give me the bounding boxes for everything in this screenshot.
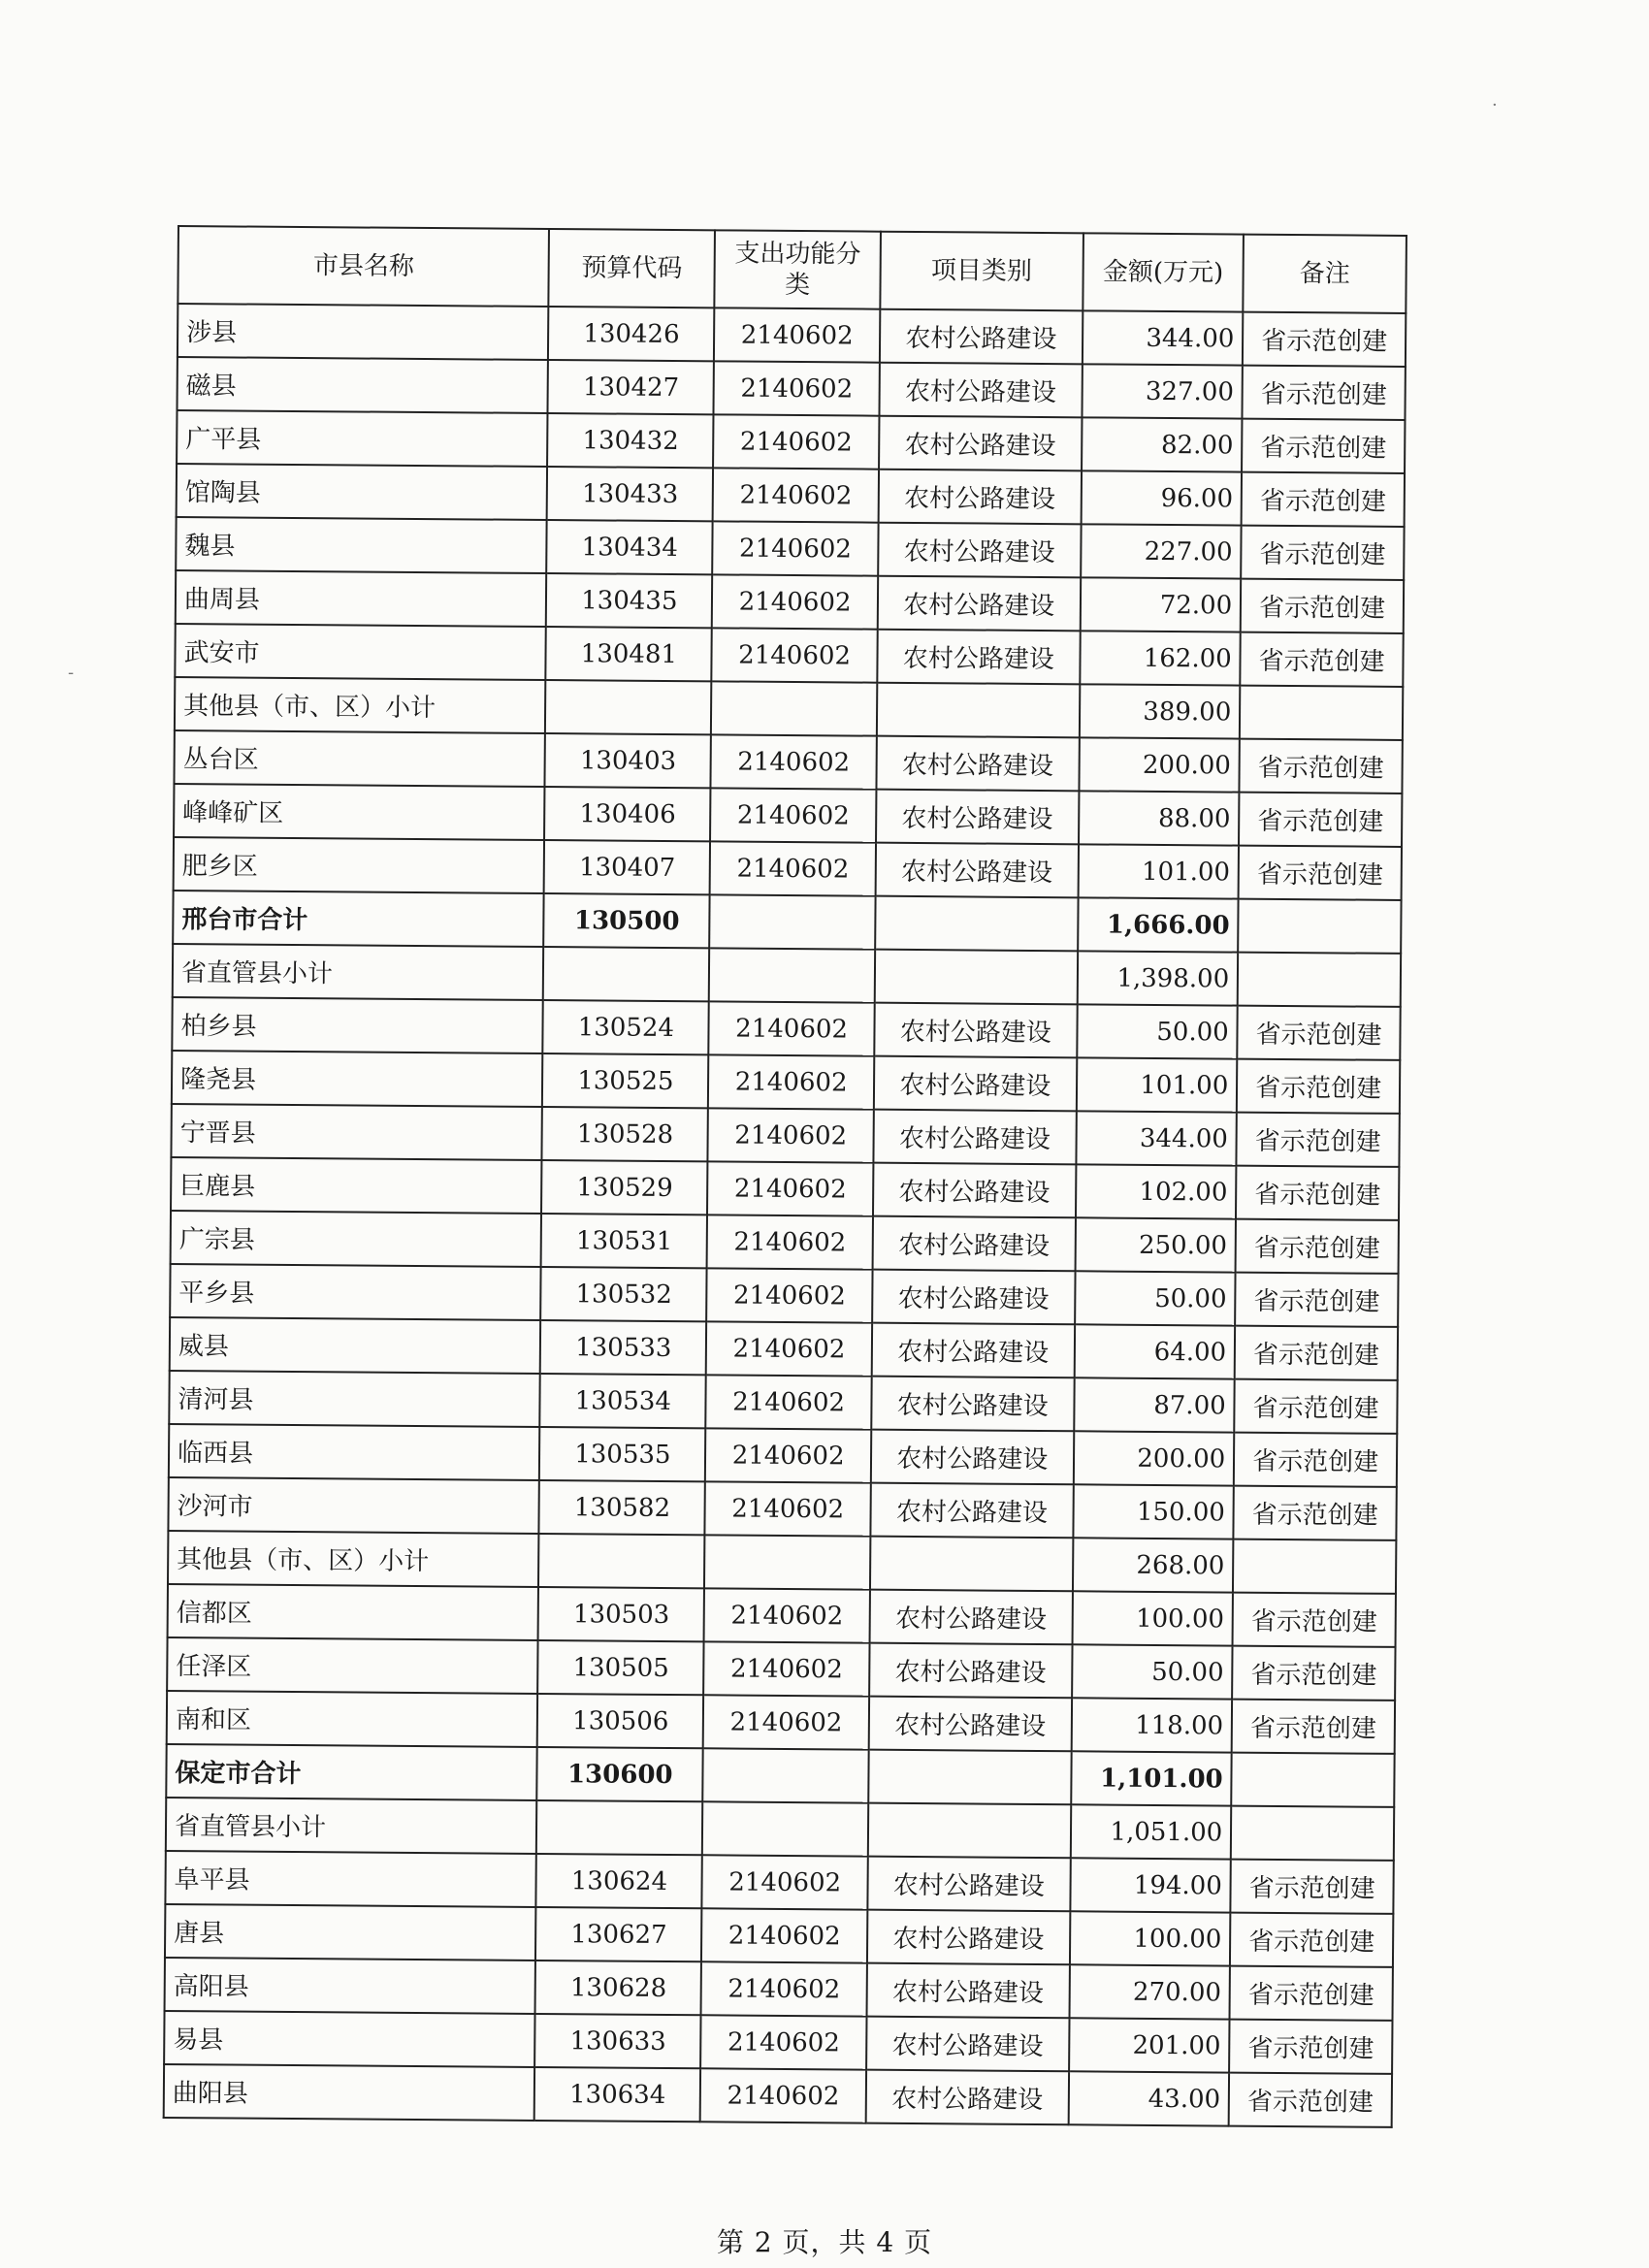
cell-county-name: 魏县 bbox=[176, 517, 547, 573]
cell-budget-code: 130427 bbox=[548, 360, 714, 414]
cell-note: 省示范创建 bbox=[1232, 1700, 1395, 1754]
cell-project-type: 农村公路建设 bbox=[871, 1430, 1074, 1485]
header-note: 备注 bbox=[1244, 235, 1406, 313]
cell-budget-code: 130633 bbox=[535, 2014, 701, 2068]
cell-note: 省示范创建 bbox=[1235, 1379, 1398, 1434]
table-row bbox=[165, 1851, 1393, 1914]
cell-function-class: 2140602 bbox=[700, 2068, 866, 2122]
cell-note: 省示范创建 bbox=[1235, 1273, 1398, 1327]
cell-note bbox=[1238, 953, 1401, 1007]
cell-note: 省示范创建 bbox=[1242, 472, 1405, 527]
cell-function-class: 2140602 bbox=[707, 1161, 873, 1215]
cell-county-name: 临西县 bbox=[169, 1424, 540, 1480]
cell-function-class: 2140602 bbox=[714, 361, 880, 415]
cell-county-name: 柏乡县 bbox=[172, 997, 543, 1053]
table-header-row bbox=[178, 226, 1406, 313]
cell-county-name: 信都区 bbox=[168, 1584, 539, 1640]
cell-project-type bbox=[877, 683, 1080, 738]
cell-budget-code: 130534 bbox=[540, 1374, 706, 1428]
cell-project-type: 农村公路建设 bbox=[874, 1003, 1077, 1058]
table-row bbox=[169, 1371, 1397, 1434]
cell-function-class: 2140602 bbox=[710, 841, 876, 895]
cell-function-class: 2140602 bbox=[703, 1695, 869, 1749]
header-county-name: 市县名称 bbox=[178, 226, 549, 307]
cell-county-name: 省直管县小计 bbox=[166, 1798, 537, 1854]
cell-budget-code: 130506 bbox=[537, 1694, 703, 1748]
cell-function-class: 2140602 bbox=[708, 1054, 874, 1109]
cell-function-class: 2140602 bbox=[714, 308, 880, 362]
cell-function-class bbox=[709, 948, 875, 1002]
table-row bbox=[171, 1104, 1399, 1167]
cell-amount: 50.00 bbox=[1077, 1004, 1238, 1058]
cell-county-name: 其他县（市、区）小计 bbox=[175, 677, 546, 733]
cell-amount: 200.00 bbox=[1079, 737, 1240, 792]
header-project-type: 项目类别 bbox=[880, 232, 1083, 311]
cell-project-type: 农村公路建设 bbox=[872, 1270, 1075, 1325]
cell-function-class: 2140602 bbox=[703, 1641, 869, 1696]
cell-function-class bbox=[711, 681, 877, 735]
cell-budget-code: 130407 bbox=[544, 840, 710, 894]
cell-function-class bbox=[704, 1535, 870, 1589]
cell-county-name: 广平县 bbox=[177, 410, 548, 467]
table-row bbox=[167, 1691, 1395, 1754]
cell-note: 省示范创建 bbox=[1239, 846, 1402, 900]
cell-function-class bbox=[702, 1748, 868, 1802]
cell-note: 省示范创建 bbox=[1242, 419, 1405, 473]
cell-amount: 200.00 bbox=[1073, 1431, 1234, 1485]
cell-note: 省示范创建 bbox=[1231, 1860, 1394, 1914]
cell-project-type: 农村公路建设 bbox=[876, 790, 1079, 845]
cell-county-name: 清河县 bbox=[169, 1371, 540, 1427]
cell-project-type: 农村公路建设 bbox=[869, 1643, 1072, 1699]
cell-note bbox=[1238, 899, 1401, 954]
cell-project-type: 农村公路建设 bbox=[872, 1323, 1075, 1378]
cell-amount: 270.00 bbox=[1069, 1964, 1230, 2019]
cell-amount: 389.00 bbox=[1079, 684, 1240, 738]
cell-function-class: 2140602 bbox=[712, 628, 878, 682]
cell-project-type: 农村公路建设 bbox=[879, 416, 1082, 471]
cell-note bbox=[1231, 1806, 1394, 1861]
cell-note: 省示范创建 bbox=[1241, 632, 1404, 687]
cell-note: 省示范创建 bbox=[1230, 1966, 1393, 2021]
table-row bbox=[171, 1157, 1399, 1220]
cell-function-class: 2140602 bbox=[707, 1215, 873, 1269]
cell-amount: 118.00 bbox=[1071, 1698, 1232, 1752]
cell-function-class: 2140602 bbox=[702, 1855, 868, 1909]
table-row-subtotal bbox=[173, 944, 1401, 1007]
cell-county-name: 南和区 bbox=[167, 1691, 538, 1747]
table-row bbox=[174, 837, 1402, 900]
cell-amount: 1,398.00 bbox=[1077, 951, 1238, 1005]
cell-budget-code: 130628 bbox=[535, 1960, 701, 2015]
cell-amount: 100.00 bbox=[1072, 1591, 1233, 1645]
cell-budget-code: 130533 bbox=[540, 1320, 706, 1375]
cell-note: 省示范创建 bbox=[1236, 1166, 1399, 1220]
table-row bbox=[172, 1051, 1400, 1114]
cell-note: 省示范创建 bbox=[1236, 1219, 1399, 1274]
cell-county-name: 邢台市合计 bbox=[173, 891, 544, 947]
table-row bbox=[177, 464, 1405, 527]
cell-budget-code bbox=[538, 1534, 704, 1588]
cell-function-class: 2140602 bbox=[704, 1588, 870, 1642]
cell-county-name: 宁晋县 bbox=[171, 1104, 542, 1160]
cell-county-name: 省直管县小计 bbox=[173, 944, 544, 1000]
cell-county-name: 保定市合计 bbox=[166, 1744, 537, 1800]
cell-amount: 88.00 bbox=[1079, 791, 1240, 845]
cell-function-class: 2140602 bbox=[713, 468, 879, 522]
cell-amount: 72.00 bbox=[1080, 577, 1241, 632]
cell-project-type: 农村公路建设 bbox=[869, 1697, 1072, 1752]
cell-county-name: 磁县 bbox=[177, 357, 548, 413]
cell-project-type: 农村公路建设 bbox=[866, 2017, 1069, 2072]
cell-budget-code bbox=[545, 680, 711, 734]
table-row bbox=[175, 624, 1403, 687]
header-amount: 金额(万元) bbox=[1083, 233, 1244, 311]
table-row bbox=[177, 410, 1405, 473]
table-row bbox=[178, 304, 1406, 367]
scan-speck: - bbox=[68, 663, 75, 683]
cell-county-name: 馆陶县 bbox=[177, 464, 548, 520]
cell-project-type: 农村公路建设 bbox=[873, 1216, 1076, 1272]
cell-project-type: 农村公路建设 bbox=[870, 1483, 1073, 1539]
cell-county-name: 隆尧县 bbox=[172, 1051, 543, 1107]
cell-amount: 194.00 bbox=[1070, 1858, 1231, 1912]
cell-function-class bbox=[702, 1801, 868, 1856]
cell-county-name: 曲周县 bbox=[176, 570, 547, 627]
cell-budget-code: 130532 bbox=[541, 1267, 707, 1321]
cell-function-class: 2140602 bbox=[709, 1001, 875, 1055]
table-row bbox=[169, 1424, 1397, 1487]
cell-amount: 1,051.00 bbox=[1070, 1804, 1231, 1859]
cell-project-type: 农村公路建设 bbox=[874, 1056, 1077, 1112]
cell-function-class: 2140602 bbox=[705, 1481, 871, 1536]
cell-budget-code: 130434 bbox=[547, 520, 713, 574]
cell-function-class: 2140602 bbox=[710, 788, 876, 842]
cell-project-type: 农村公路建设 bbox=[878, 576, 1081, 632]
cell-county-name: 武安市 bbox=[175, 624, 546, 680]
cell-budget-code: 130528 bbox=[542, 1107, 708, 1161]
cell-county-name: 威县 bbox=[170, 1317, 541, 1374]
cell-budget-code: 130432 bbox=[548, 413, 714, 468]
cell-note: 省示范创建 bbox=[1229, 2073, 1392, 2127]
cell-note: 省示范创建 bbox=[1237, 1113, 1400, 1167]
cell-amount: 344.00 bbox=[1076, 1111, 1237, 1165]
cell-county-name: 沙河市 bbox=[168, 1477, 539, 1534]
table-row bbox=[168, 1584, 1396, 1647]
cell-note: 省示范创建 bbox=[1232, 1646, 1395, 1701]
cell-function-class: 2140602 bbox=[706, 1268, 872, 1322]
cell-note bbox=[1240, 686, 1403, 740]
table-row bbox=[174, 784, 1402, 847]
cell-budget-code: 130634 bbox=[534, 2067, 700, 2122]
cell-function-class: 2140602 bbox=[712, 574, 878, 629]
table-row bbox=[168, 1477, 1396, 1540]
cell-amount: 1,666.00 bbox=[1078, 897, 1239, 952]
scan-speck: · bbox=[1492, 95, 1498, 115]
table-row bbox=[164, 2064, 1392, 2127]
cell-amount: 96.00 bbox=[1081, 470, 1242, 525]
table-row bbox=[165, 1958, 1393, 2021]
table-row bbox=[165, 1904, 1393, 1967]
table-row bbox=[177, 357, 1405, 420]
allocation-table bbox=[163, 225, 1407, 2128]
cell-amount: 327.00 bbox=[1082, 364, 1243, 418]
cell-function-class: 2140602 bbox=[701, 1961, 867, 2016]
cell-budget-code: 130627 bbox=[535, 1907, 701, 1961]
cell-project-type: 农村公路建设 bbox=[873, 1110, 1076, 1165]
cell-note: 省示范创建 bbox=[1241, 579, 1404, 633]
cell-amount: 50.00 bbox=[1075, 1271, 1236, 1325]
cell-budget-code: 130535 bbox=[539, 1427, 705, 1481]
cell-amount: 101.00 bbox=[1078, 844, 1239, 898]
cell-project-type: 农村公路建设 bbox=[870, 1590, 1073, 1645]
cell-project-type: 农村公路建设 bbox=[880, 309, 1083, 365]
cell-project-type: 农村公路建设 bbox=[877, 630, 1080, 685]
table-row bbox=[170, 1317, 1398, 1380]
cell-county-name: 曲阳县 bbox=[164, 2064, 535, 2121]
cell-county-name: 峰峰矿区 bbox=[174, 784, 545, 840]
cell-budget-code: 130505 bbox=[538, 1640, 704, 1695]
cell-budget-code: 130531 bbox=[541, 1214, 707, 1268]
cell-amount: 100.00 bbox=[1070, 1911, 1231, 1965]
cell-amount: 87.00 bbox=[1074, 1377, 1235, 1432]
table-row-subtotal bbox=[168, 1531, 1396, 1594]
table-row bbox=[176, 570, 1404, 633]
table-row-subtotal bbox=[175, 677, 1403, 740]
cell-project-type: 农村公路建设 bbox=[878, 523, 1081, 578]
cell-budget-code: 130500 bbox=[544, 893, 710, 948]
cell-project-type: 农村公路建设 bbox=[871, 1377, 1074, 1432]
cell-function-class: 2140602 bbox=[701, 1908, 867, 1962]
cell-county-name: 广宗县 bbox=[171, 1211, 542, 1267]
cell-budget-code: 130600 bbox=[537, 1747, 703, 1801]
cell-note: 省示范创建 bbox=[1234, 1433, 1397, 1487]
cell-project-type bbox=[868, 1750, 1071, 1805]
cell-project-type bbox=[875, 950, 1078, 1005]
cell-note: 省示范创建 bbox=[1237, 1059, 1400, 1114]
cell-budget-code: 130529 bbox=[541, 1160, 707, 1215]
cell-amount: 43.00 bbox=[1068, 2071, 1229, 2125]
cell-note bbox=[1233, 1539, 1396, 1594]
cell-note: 省示范创建 bbox=[1235, 1326, 1398, 1380]
cell-note: 省示范创建 bbox=[1241, 526, 1404, 580]
cell-function-class: 2140602 bbox=[713, 414, 879, 469]
cell-project-type bbox=[868, 1803, 1071, 1859]
header-function-class: 支出功能分类 bbox=[715, 230, 881, 308]
cell-amount: 82.00 bbox=[1082, 417, 1243, 471]
cell-budget-code: 130403 bbox=[545, 733, 711, 788]
cell-note: 省示范创建 bbox=[1243, 312, 1406, 367]
cell-note: 省示范创建 bbox=[1233, 1593, 1396, 1647]
table-row bbox=[164, 2011, 1392, 2074]
cell-note: 省示范创建 bbox=[1239, 793, 1402, 847]
cell-county-name: 肥乡区 bbox=[174, 837, 545, 893]
cell-project-type bbox=[870, 1537, 1073, 1592]
cell-project-type: 农村公路建设 bbox=[873, 1163, 1076, 1218]
cell-amount: 102.00 bbox=[1076, 1164, 1237, 1218]
cell-amount: 50.00 bbox=[1072, 1644, 1233, 1699]
cell-budget-code bbox=[536, 1800, 702, 1855]
cell-budget-code: 130582 bbox=[539, 1480, 705, 1535]
header-budget-code: 预算代码 bbox=[549, 229, 715, 308]
cell-project-type: 农村公路建设 bbox=[866, 2070, 1069, 2125]
cell-budget-code: 130524 bbox=[543, 1000, 709, 1054]
table-row-city-total bbox=[166, 1744, 1394, 1807]
cell-function-class: 2140602 bbox=[705, 1428, 871, 1482]
cell-project-type: 农村公路建设 bbox=[879, 470, 1082, 525]
cell-county-name: 阜平县 bbox=[165, 1851, 536, 1907]
table-row bbox=[167, 1637, 1395, 1701]
cell-county-name: 易县 bbox=[164, 2011, 535, 2067]
cell-amount: 64.00 bbox=[1074, 1324, 1235, 1378]
cell-function-class: 2140602 bbox=[700, 2015, 866, 2069]
cell-project-type: 农村公路建设 bbox=[867, 1963, 1070, 2019]
table-row bbox=[176, 517, 1404, 580]
cell-function-class bbox=[709, 894, 875, 949]
cell-note bbox=[1231, 1753, 1394, 1807]
cell-county-name: 高阳县 bbox=[165, 1958, 536, 2014]
cell-county-name: 涉县 bbox=[178, 304, 549, 360]
cell-county-name: 平乡县 bbox=[170, 1264, 541, 1320]
cell-function-class: 2140602 bbox=[708, 1108, 874, 1162]
cell-county-name: 巨鹿县 bbox=[171, 1157, 542, 1214]
cell-amount: 268.00 bbox=[1073, 1538, 1234, 1592]
cell-function-class: 2140602 bbox=[711, 734, 877, 789]
cell-project-type: 农村公路建设 bbox=[867, 1910, 1070, 1965]
cell-budget-code: 130525 bbox=[542, 1053, 708, 1108]
cell-amount: 150.00 bbox=[1073, 1484, 1234, 1539]
table-row-subtotal bbox=[166, 1798, 1394, 1861]
cell-amount: 227.00 bbox=[1081, 524, 1242, 578]
cell-function-class: 2140602 bbox=[712, 521, 878, 575]
page-footer: 第 2 页，共 4 页 bbox=[716, 2226, 933, 2258]
cell-budget-code: 130624 bbox=[536, 1854, 702, 1908]
cell-amount: 201.00 bbox=[1069, 2018, 1230, 2072]
cell-amount: 344.00 bbox=[1082, 310, 1243, 365]
table-row bbox=[171, 1211, 1399, 1274]
cell-note: 省示范创建 bbox=[1229, 2020, 1392, 2074]
cell-note: 省示范创建 bbox=[1243, 366, 1406, 420]
cell-amount: 1,101.00 bbox=[1071, 1751, 1232, 1805]
cell-county-name: 任泽区 bbox=[167, 1637, 538, 1694]
cell-county-name: 其他县（市、区）小计 bbox=[168, 1531, 539, 1587]
cell-amount: 162.00 bbox=[1080, 631, 1241, 685]
cell-project-type: 农村公路建设 bbox=[879, 363, 1082, 418]
cell-function-class: 2140602 bbox=[706, 1321, 872, 1376]
cell-budget-code bbox=[543, 947, 709, 1001]
cell-function-class: 2140602 bbox=[705, 1375, 871, 1429]
cell-amount: 250.00 bbox=[1075, 1217, 1236, 1272]
cell-budget-code: 130503 bbox=[538, 1587, 704, 1641]
cell-project-type: 农村公路建设 bbox=[876, 843, 1079, 898]
table-row-city-total bbox=[173, 891, 1401, 954]
cell-note: 省示范创建 bbox=[1238, 1006, 1401, 1060]
cell-budget-code: 130435 bbox=[546, 573, 712, 628]
cell-budget-code: 130406 bbox=[544, 787, 710, 841]
cell-budget-code: 130433 bbox=[547, 467, 713, 521]
cell-note: 省示范创建 bbox=[1230, 1913, 1393, 1967]
cell-amount: 101.00 bbox=[1076, 1057, 1237, 1112]
cell-note: 省示范创建 bbox=[1234, 1486, 1397, 1540]
cell-project-type: 农村公路建设 bbox=[867, 1857, 1070, 1912]
table-row bbox=[174, 730, 1402, 794]
cell-note: 省示范创建 bbox=[1240, 739, 1403, 794]
cell-budget-code: 130426 bbox=[548, 307, 714, 361]
table-row bbox=[170, 1264, 1398, 1327]
table-row bbox=[172, 997, 1400, 1060]
cell-county-name: 丛台区 bbox=[174, 730, 545, 787]
cell-project-type bbox=[875, 896, 1078, 952]
cell-county-name: 唐县 bbox=[165, 1904, 536, 1960]
cell-project-type: 农村公路建设 bbox=[876, 736, 1079, 792]
cell-budget-code: 130481 bbox=[546, 627, 712, 681]
